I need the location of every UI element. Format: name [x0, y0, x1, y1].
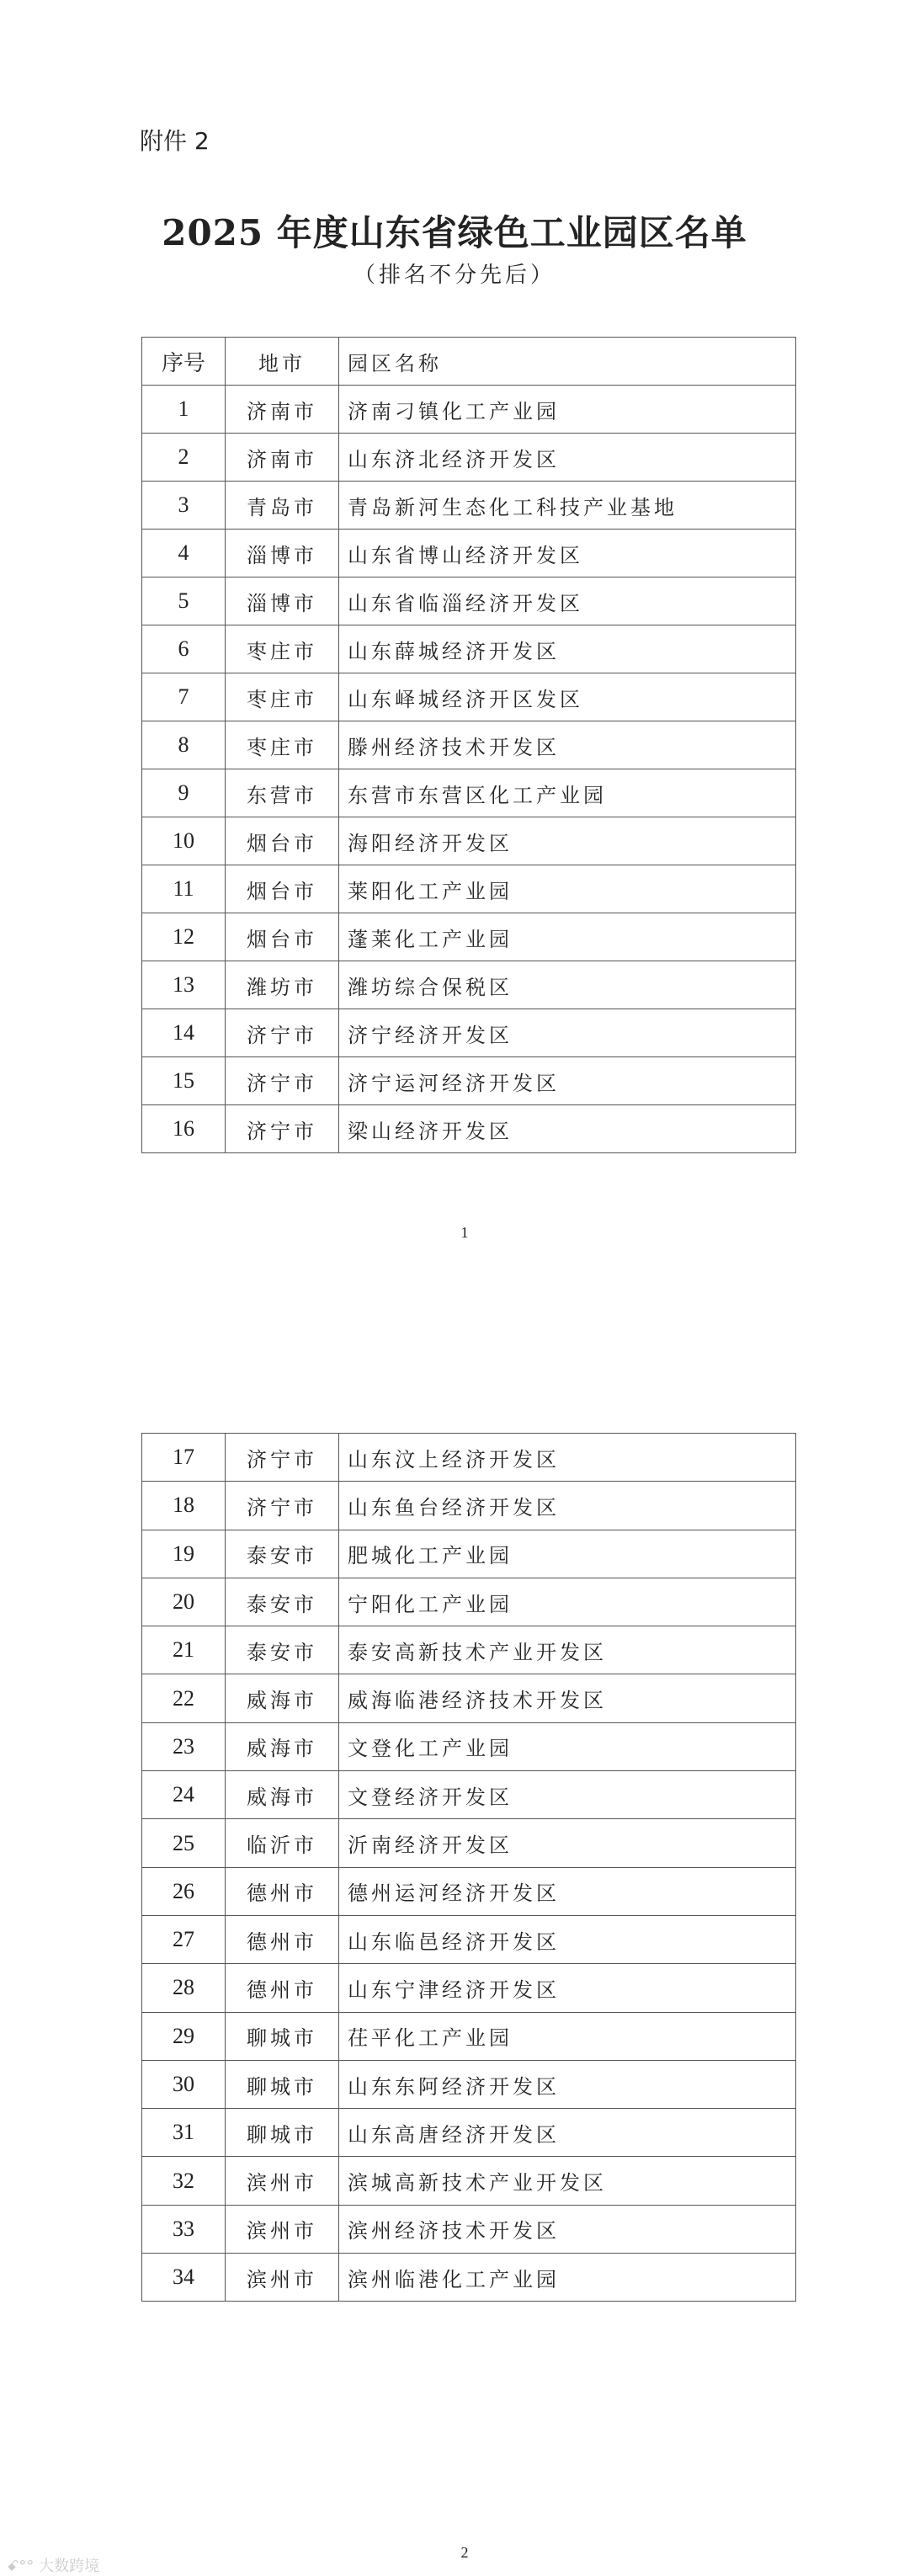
row-city: 聊城市 — [226, 2012, 339, 2060]
row-city: 滨州市 — [226, 2254, 339, 2302]
row-park-name: 山东峄城经济开区发区 — [339, 673, 796, 721]
row-index: 19 — [142, 1530, 226, 1578]
row-index: 13 — [142, 961, 226, 1009]
row-index: 9 — [142, 769, 226, 817]
row-city: 济南市 — [226, 434, 339, 482]
row-index: 12 — [142, 913, 226, 961]
row-park-name: 山东高唐经济开发区 — [339, 2109, 796, 2157]
table-row — [142, 2109, 796, 2157]
header-city: 地市 — [226, 338, 339, 386]
row-index: 34 — [142, 2254, 226, 2302]
table-row — [142, 961, 796, 1009]
row-park-name: 海阳经济开发区 — [339, 817, 796, 865]
table-row — [142, 865, 796, 913]
row-index: 18 — [142, 1482, 226, 1530]
header-park-name: 园区名称 — [339, 338, 796, 386]
table-row — [142, 1578, 796, 1626]
row-city: 潍坊市 — [226, 961, 339, 1009]
row-park-name: 山东薛城经济开发区 — [339, 625, 796, 673]
row-index: 11 — [142, 865, 226, 913]
page-subtitle: （排名不分先后） — [353, 263, 556, 288]
row-index: 2 — [142, 434, 226, 482]
row-city: 烟台市 — [226, 865, 339, 913]
row-index: 16 — [142, 1105, 226, 1153]
row-city: 济宁市 — [226, 1434, 339, 1482]
table-row — [142, 1674, 796, 1722]
row-park-name: 莱阳化工产业园 — [339, 865, 796, 913]
row-park-name: 潍坊综合保税区 — [339, 961, 796, 1009]
row-index: 26 — [142, 1867, 226, 1915]
page-number: 2 — [460, 2544, 469, 2561]
row-city: 德州市 — [226, 1867, 339, 1915]
row-city: 济宁市 — [226, 1009, 339, 1057]
row-city: 烟台市 — [226, 913, 339, 961]
watermark-logo — [7, 2554, 99, 2576]
row-index: 6 — [142, 625, 226, 673]
row-park-name: 山东临邑经济开发区 — [339, 1915, 796, 1963]
row-index: 27 — [142, 1915, 226, 1963]
table-row — [142, 386, 796, 434]
row-park-name: 山东省临淄经济开发区 — [339, 577, 796, 625]
row-index: 15 — [142, 1057, 226, 1105]
table-row — [142, 1530, 796, 1578]
row-park-name: 青岛新河生态化工科技产业基地 — [339, 482, 796, 530]
table-row — [142, 625, 796, 673]
table-row — [142, 530, 796, 577]
row-index: 33 — [142, 2205, 226, 2253]
row-park-name: 文登化工产业园 — [339, 1722, 796, 1770]
watermark-icon: ꗃ°° — [7, 2557, 40, 2575]
table-row — [142, 1771, 796, 1819]
row-city: 淄博市 — [226, 530, 339, 577]
row-park-name: 茌平化工产业园 — [339, 2012, 796, 2060]
page-title: 2025 年度山东省绿色工业园区名单 — [162, 212, 747, 253]
row-city: 泰安市 — [226, 1530, 339, 1578]
table-row — [142, 673, 796, 721]
row-city: 济宁市 — [226, 1105, 339, 1153]
row-park-name: 山东宁津经济开发区 — [339, 1964, 796, 2012]
row-park-name: 济宁经济开发区 — [339, 1009, 796, 1057]
table-row — [142, 2157, 796, 2205]
park-table-page-2 — [141, 1433, 796, 2302]
row-park-name: 东营市东营区化工产业园 — [339, 769, 796, 817]
row-park-name: 滨州临港化工产业园 — [339, 2254, 796, 2302]
row-city: 泰安市 — [226, 1626, 339, 1674]
row-city: 德州市 — [226, 1915, 339, 1963]
row-city: 青岛市 — [226, 482, 339, 530]
row-park-name: 滨州经济技术开发区 — [339, 2205, 796, 2253]
row-park-name: 蓬莱化工产业园 — [339, 913, 796, 961]
row-park-name: 济南刁镇化工产业园 — [339, 386, 796, 434]
table-row — [142, 1964, 796, 2012]
row-city: 泰安市 — [226, 1578, 339, 1626]
row-index: 20 — [142, 1578, 226, 1626]
table-row — [142, 1434, 796, 1482]
row-city: 枣庄市 — [226, 625, 339, 673]
row-park-name: 德州运河经济开发区 — [339, 1867, 796, 1915]
row-index: 28 — [142, 1964, 226, 2012]
row-park-name: 山东济北经济开发区 — [339, 434, 796, 482]
row-index: 1 — [142, 386, 226, 434]
table-row — [142, 2012, 796, 2060]
row-park-name: 文登经济开发区 — [339, 1771, 796, 1819]
row-city: 威海市 — [226, 1771, 339, 1819]
row-city: 枣庄市 — [226, 721, 339, 769]
row-city: 威海市 — [226, 1674, 339, 1722]
table-row — [142, 1057, 796, 1105]
table-row — [142, 721, 796, 769]
row-city: 德州市 — [226, 1964, 339, 2012]
row-park-name: 泰安高新技术产业开发区 — [339, 1626, 796, 1674]
row-index: 8 — [142, 721, 226, 769]
row-park-name: 滕州经济技术开发区 — [339, 721, 796, 769]
table-row — [142, 1009, 796, 1057]
row-city: 济宁市 — [226, 1057, 339, 1105]
row-park-name: 山东鱼台经济开发区 — [339, 1482, 796, 1530]
row-index: 29 — [142, 2012, 226, 2060]
row-city: 烟台市 — [226, 817, 339, 865]
row-index: 25 — [142, 1819, 226, 1867]
row-park-name: 山东省博山经济开发区 — [339, 530, 796, 577]
row-index: 7 — [142, 673, 226, 721]
page-number: 1 — [460, 1224, 469, 1241]
table-header-row — [142, 338, 796, 386]
row-park-name: 威海临港经济技术开发区 — [339, 1674, 796, 1722]
row-index: 23 — [142, 1722, 226, 1770]
table-row — [142, 577, 796, 625]
row-city: 东营市 — [226, 769, 339, 817]
row-park-name: 肥城化工产业园 — [339, 1530, 796, 1578]
row-city: 滨州市 — [226, 2205, 339, 2253]
row-city: 聊城市 — [226, 2109, 339, 2157]
row-city: 威海市 — [226, 1722, 339, 1770]
row-index: 5 — [142, 577, 226, 625]
table-row — [142, 1819, 796, 1867]
row-city: 济宁市 — [226, 1482, 339, 1530]
row-city: 临沂市 — [226, 1819, 339, 1867]
row-park-name: 山东东阿经济开发区 — [339, 2060, 796, 2108]
row-index: 32 — [142, 2157, 226, 2205]
row-city: 聊城市 — [226, 2060, 339, 2108]
table-row — [142, 1626, 796, 1674]
table-row — [142, 817, 796, 865]
table-row — [142, 769, 796, 817]
row-park-name: 宁阳化工产业园 — [339, 1578, 796, 1626]
row-index: 31 — [142, 2109, 226, 2157]
row-index: 17 — [142, 1434, 226, 1482]
row-index: 24 — [142, 1771, 226, 1819]
table-row — [142, 482, 796, 530]
row-park-name: 滨城高新技术产业开发区 — [339, 2157, 796, 2205]
row-index: 21 — [142, 1626, 226, 1674]
table-row — [142, 1867, 796, 1915]
row-park-name: 济宁运河经济开发区 — [339, 1057, 796, 1105]
table-row — [142, 913, 796, 961]
row-index: 22 — [142, 1674, 226, 1722]
row-index: 10 — [142, 817, 226, 865]
row-index: 4 — [142, 530, 226, 577]
table-row — [142, 2060, 796, 2108]
header-index: 序号 — [142, 338, 226, 386]
row-city: 淄博市 — [226, 577, 339, 625]
watermark-text: 大数跨境 — [39, 2557, 100, 2575]
table-row — [142, 434, 796, 482]
row-park-name: 山东汶上经济开发区 — [339, 1434, 796, 1482]
row-park-name: 沂南经济开发区 — [339, 1819, 796, 1867]
row-city: 济南市 — [226, 386, 339, 434]
row-index: 14 — [142, 1009, 226, 1057]
table-row — [142, 1915, 796, 1963]
row-index: 30 — [142, 2060, 226, 2108]
table-row — [142, 2254, 796, 2302]
attachment-label: 附件 2 — [140, 127, 210, 155]
table-row — [142, 1105, 796, 1153]
row-index: 3 — [142, 482, 226, 530]
table-row — [142, 1722, 796, 1770]
table-row — [142, 2205, 796, 2253]
row-park-name: 梁山经济开发区 — [339, 1105, 796, 1153]
row-city: 滨州市 — [226, 2157, 339, 2205]
park-table-page-1 — [141, 337, 796, 1153]
row-city: 枣庄市 — [226, 673, 339, 721]
table-row — [142, 1482, 796, 1530]
